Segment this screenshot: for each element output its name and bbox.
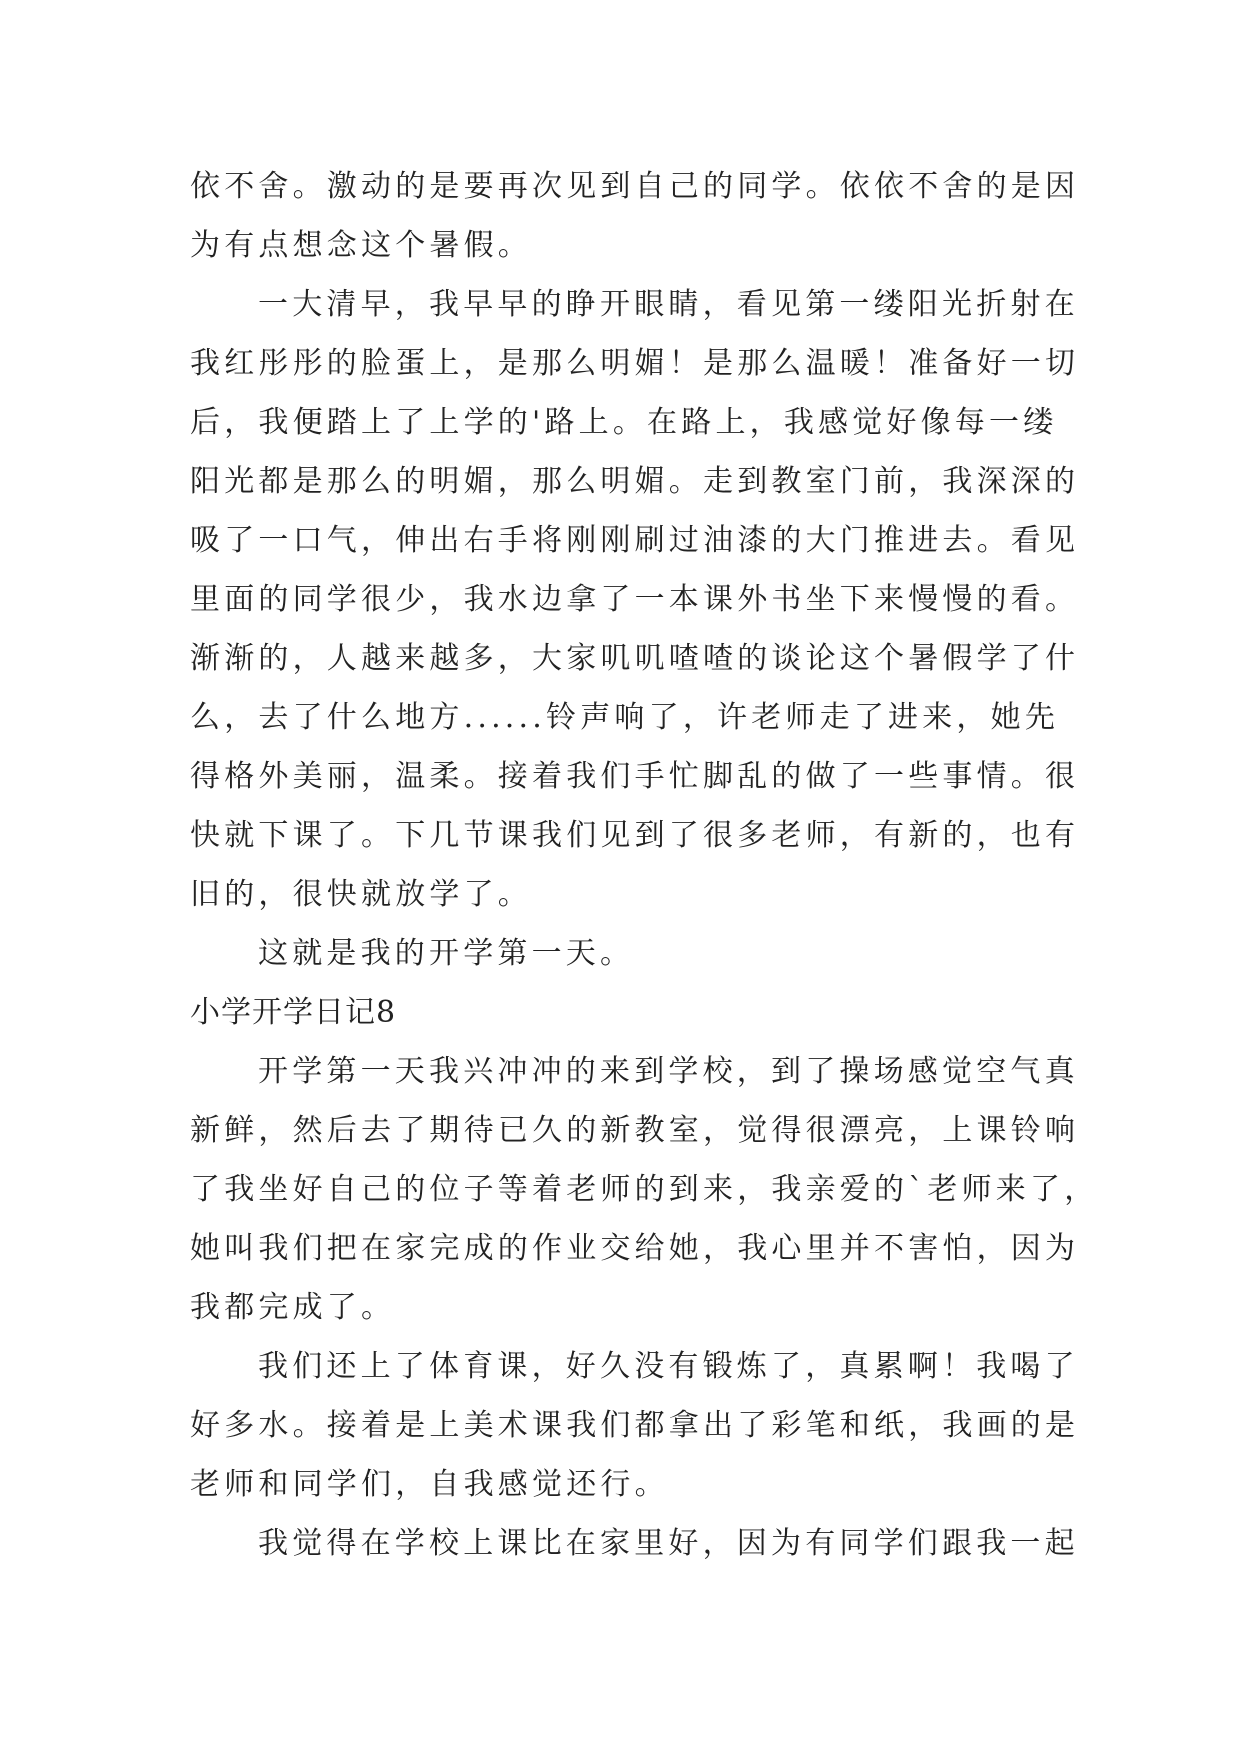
text-line: 阳光都是那么的明媚，那么明媚。走到教室门前，我深深的 [190,464,1080,499]
text-line: 依不舍。激动的是要再次见到自己的同学。依依不舍的是因 [190,169,1080,204]
text-line: 我都完成了。 [190,1290,396,1325]
text-line: 开学第一天我兴冲冲的来到学校，到了操场感觉空气真 [258,1054,1079,1089]
text-line: 为有点想念这个暑假。 [190,228,532,263]
text-line: 一大清早，我早早的睁开眼睛，看见第一缕阳光折射在 [258,287,1079,322]
text-line: 么，去了什么地方......铃声响了，许老师走了进来，她先 [190,700,1060,735]
section-heading: 小学开学日记8 [190,995,397,1030]
text-line: 我红彤彤的脸蛋上，是那么明媚！是那么温暖！准备好一切 [190,346,1080,381]
text-line: 里面的同学很少，我水边拿了一本课外书坐下来慢慢的看。 [190,582,1080,617]
text-line: 后，我便踏上了上学的'路上。在路上，我感觉好像每一缕 [190,405,1058,440]
text-line: 好多水。接着是上美术课我们都拿出了彩笔和纸，我画的是 [190,1408,1080,1443]
text-line: 这就是我的开学第一天。 [258,936,635,971]
text-line: 我们还上了体育课，好久没有锻炼了，真累啊！我喝了 [258,1349,1079,1384]
text-line: 快就下课了。下几节课我们见到了很多老师，有新的，也有 [190,818,1080,853]
text-line: 我觉得在学校上课比在家里好，因为有同学们跟我一起 [258,1526,1079,1561]
text-line: 吸了一口气，伸出右手将刚刚刷过油漆的大门推进去。看见 [190,523,1080,558]
text-line: 旧的，很快就放学了。 [190,877,532,912]
text-line: 渐渐的，人越来越多，大家叽叽喳喳的谈论这个暑假学了什 [190,641,1080,676]
text-line: 老师和同学们，自我感觉还行。 [190,1467,669,1502]
document-body [190,157,1099,1573]
text-line: 她叫我们把在家完成的作业交给她，我心里并不害怕，因为 [190,1231,1080,1266]
text-line: 了我坐好自己的位子等着老师的到来，我亲爱的`老师来了， [190,1172,1099,1207]
text-line: 新鲜，然后去了期待已久的新教室，觉得很漂亮，上课铃响 [190,1113,1080,1148]
text-line: 得格外美丽，温柔。接着我们手忙脚乱的做了一些事情。很 [190,759,1080,794]
